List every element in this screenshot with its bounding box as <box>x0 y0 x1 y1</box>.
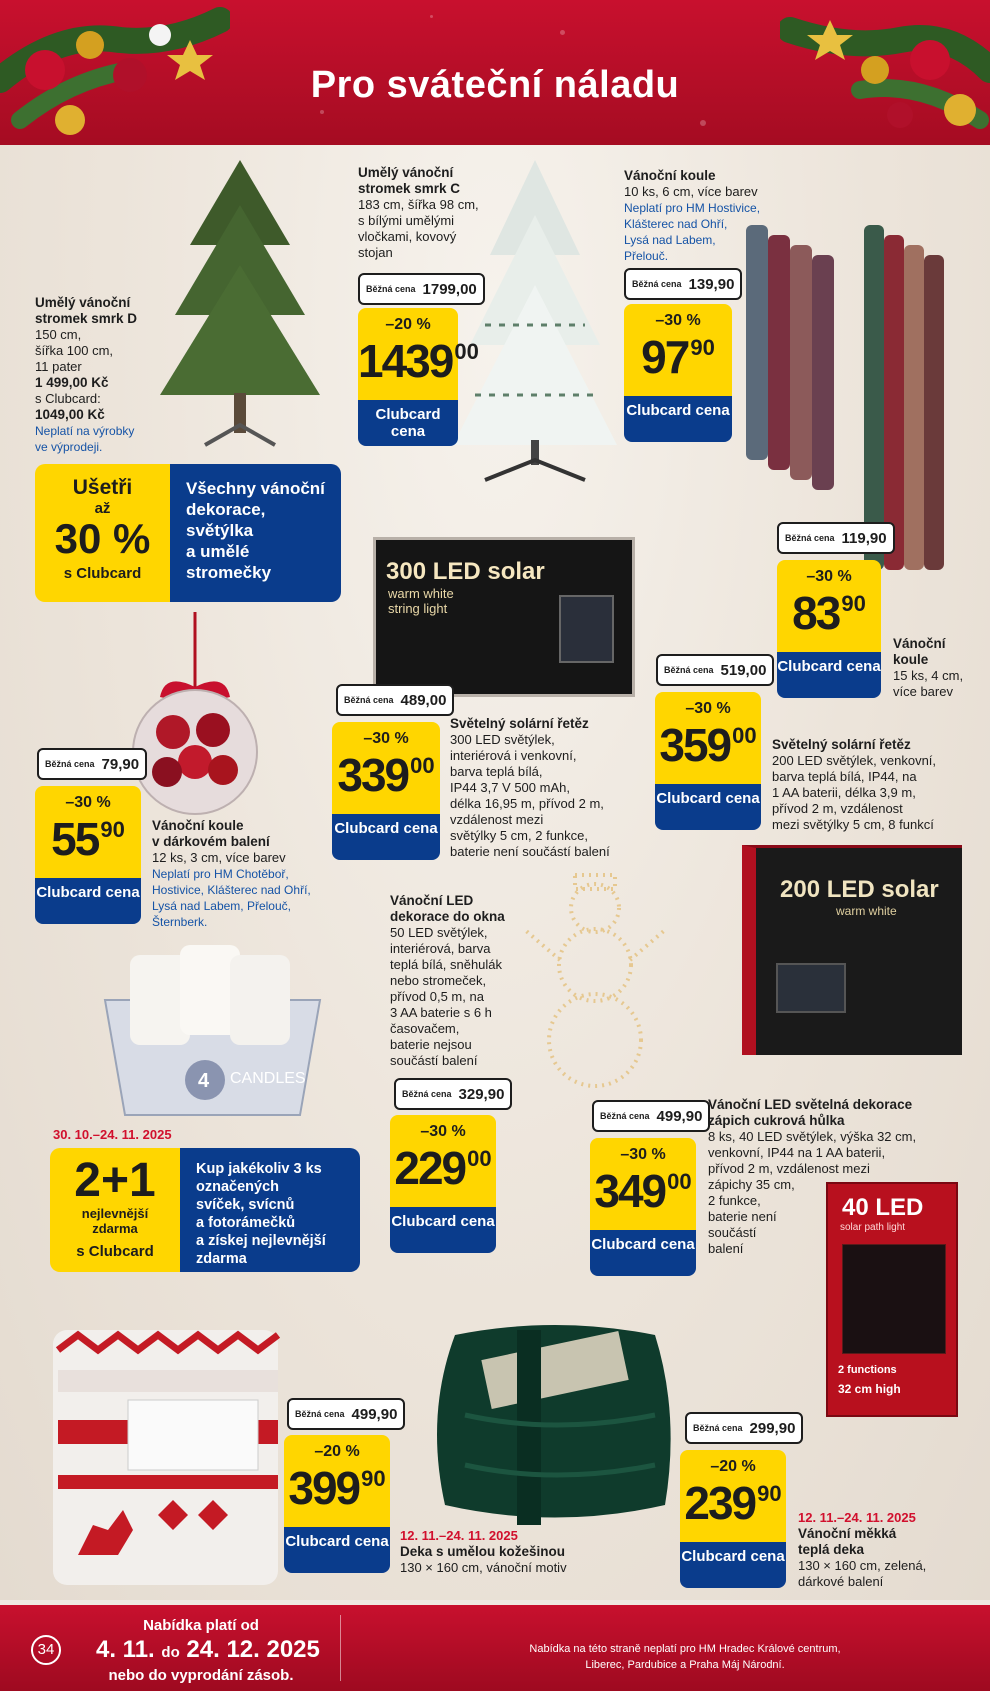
promo-line-3: svíček, svícnů <box>196 1197 295 1213</box>
gift-balls-price-dec: 90 <box>100 817 125 842</box>
gift-balls-price-int: 55 <box>51 813 99 865</box>
candy-cane-price-dec: 00 <box>667 1169 692 1194</box>
solar-300-description <box>450 716 660 860</box>
balls-15-price-dec: 90 <box>841 591 866 616</box>
footer-to: 24. 12. 2025 <box>186 1636 320 1663</box>
tree-c-detail-1: s bílými umělými <box>358 213 455 228</box>
tree-c-clubcard: Clubcard cena <box>358 400 458 446</box>
fur-blanket-description <box>400 1528 630 1576</box>
tree-c-image <box>445 155 625 485</box>
candy-cane-regular-value: 499,90 <box>656 1107 703 1125</box>
fur-blanket-detail: 130 × 160 cm, vánoční motiv <box>400 1560 567 1575</box>
candy-cane-price-int: 349 <box>594 1165 666 1217</box>
solar-200-name: Světelný solární řetěz <box>772 737 911 752</box>
tree-c-name-2: stromek smrk C <box>358 181 461 196</box>
fur-blanket-image <box>425 1315 683 1535</box>
tree-c-detail-2: vločkami, kovový <box>358 229 457 244</box>
candy-cane-regular-price <box>592 1100 710 1132</box>
soft-blanket-detail-1: 130 × 160 cm, zelená, <box>798 1558 927 1573</box>
gift-balls-note-3: Lysá nad Labem, Přelouč, <box>152 899 291 913</box>
balls-15-name-1: Vánoční <box>893 636 946 651</box>
balls-10-regular-label: Běžná cena <box>632 279 682 289</box>
window-led-regular-label: Běžná cena <box>402 1089 452 1099</box>
solar-200-price-dec: 00 <box>732 723 757 748</box>
tree-c-price-int: 1439 <box>358 335 453 387</box>
solar-200-price-int: 359 <box>659 719 731 771</box>
snowman-image <box>515 870 690 1090</box>
balls-10-image <box>742 225 838 490</box>
candy-cane-box-sub: solar path light <box>840 1222 906 1233</box>
solar-300-detail-6: vzdálenost mezi <box>450 812 544 827</box>
savings-banner <box>35 464 341 602</box>
solar-300-detail-3: barva teplá bílá, <box>450 764 543 779</box>
solar-300-panel-icon <box>559 595 614 663</box>
solar-200-box-sub: warm white <box>836 904 897 918</box>
gift-balls-note-4: Šternberk. <box>152 915 208 929</box>
gift-balls-regular-label: Běžná cena <box>45 759 95 769</box>
soft-blanket-price-dec: 90 <box>757 1481 782 1506</box>
tree-c-regular-value: 1799,00 <box>422 280 477 298</box>
soft-blanket-regular-price <box>685 1412 803 1444</box>
window-led-detail-1: 50 LED světýlek, <box>390 925 488 940</box>
candy-cane-detail-3: přívod 2 m, vzdálenost mezi <box>708 1161 870 1176</box>
balls-10-regular-price <box>624 268 742 300</box>
solar-300-detail-8: baterie není součástí balení <box>450 844 610 859</box>
solar-200-regular-label: Běžná cena <box>664 665 714 675</box>
footer-valid-dates <box>96 1636 320 1664</box>
promo-line-6: zdarma <box>196 1251 247 1267</box>
candy-cane-box-height: 32 cm high <box>838 1382 901 1396</box>
solar-300-regular-label: Běžná cena <box>344 695 394 705</box>
footer-note-2: Liberec, Pardubice a Praha Máj Národní. <box>585 1659 785 1671</box>
gift-balls-note-2: Hostivice, Klášterec nad Ohří, <box>152 883 311 897</box>
gift-balls-price-box <box>35 786 141 878</box>
solar-200-detail-2: barva teplá bílá, IP44, na <box>772 769 917 784</box>
tree-d-width: šířka 100 cm, <box>35 343 114 358</box>
solar-200-regular-price <box>656 654 774 686</box>
footer-note <box>470 1641 900 1673</box>
solar-300-name: Světelný solární řetěz <box>450 716 589 731</box>
window-led-detail-9: součástí balení <box>390 1053 478 1068</box>
solar-300-detail-2: interiérová i venkovní, <box>450 748 577 763</box>
fur-blanket-name: Deka s umělou kožešinou <box>400 1544 566 1559</box>
window-led-detail-2: interiérová, barva <box>390 941 491 956</box>
candy-cane-name-2: zápich cukrová hůlka <box>708 1113 845 1128</box>
balls-10-note-1: Neplatí pro HM Hostivice, <box>624 201 761 215</box>
tree-c-regular-label: Běžná cena <box>366 284 416 294</box>
gift-balls-discount: –30 % <box>65 794 111 811</box>
savings-text <box>170 464 341 602</box>
balls-10-price-int: 97 <box>641 331 689 383</box>
norwegian-blanket-image <box>48 1325 286 1590</box>
footer-divider <box>340 1615 341 1681</box>
candy-cane-price-box <box>590 1138 696 1230</box>
solar-300-image <box>373 537 635 697</box>
balls-15-name-2: koule <box>893 652 929 667</box>
footer-from: 4. 11. <box>96 1636 155 1663</box>
candles-image <box>100 935 325 1125</box>
window-led-detail-3: teplá bílá, sněhulák <box>390 957 503 972</box>
soft-blanket-price-int: 239 <box>684 1477 756 1529</box>
balls-15-regular-label: Běžná cena <box>785 533 835 543</box>
solar-200-detail-3: 1 AA baterii, délka 3,9 m, <box>772 785 916 800</box>
solar-200-detail-1: 200 LED světýlek, venkovní, <box>772 753 937 768</box>
solar-300-clubcard: Clubcard cena <box>332 814 440 860</box>
soft-blanket-price-box <box>680 1450 786 1542</box>
tree-d-price: 1 499,00 Kč <box>35 375 109 390</box>
candy-cane-detail-7: součástí <box>708 1225 757 1240</box>
window-led-discount: –30 % <box>420 1123 466 1140</box>
candy-cane-regular-label: Běžná cena <box>600 1111 650 1121</box>
solar-300-box-sub-1: warm white <box>388 586 454 601</box>
balls-10-discount: –30 % <box>655 312 701 329</box>
tree-d-note-1: Neplatí na výrobky <box>35 424 135 438</box>
norwegian-blanket-price-dec: 90 <box>361 1466 386 1491</box>
promo-line-2: označených <box>196 1179 279 1195</box>
norwegian-blanket-price-box <box>284 1435 390 1527</box>
solar-200-panel-icon <box>776 963 846 1013</box>
window-led-price-int: 229 <box>394 1142 466 1194</box>
candy-cane-discount: –30 % <box>620 1146 666 1163</box>
gift-balls-detail: 12 ks, 3 cm, více barev <box>152 850 286 865</box>
soft-blanket-discount: –20 % <box>710 1458 756 1475</box>
window-led-name-2: dekorace do okna <box>390 909 505 924</box>
balls-10-detail: 10 ks, 6 cm, více barev <box>624 184 758 199</box>
promo-club: s Clubcard <box>76 1243 154 1260</box>
balls-15-discount: –30 % <box>806 568 852 585</box>
candy-cane-clubcard: Clubcard cena <box>590 1230 696 1276</box>
tree-c-regular-price <box>358 273 485 305</box>
promo-yellow <box>50 1148 180 1272</box>
solar-300-discount: –30 % <box>363 730 409 747</box>
candy-cane-image <box>826 1182 958 1417</box>
window-led-regular-price <box>394 1078 512 1110</box>
window-led-clubcard: Clubcard cena <box>390 1207 496 1253</box>
balls-10-note-2: Klášterec nad Ohří, <box>624 217 728 231</box>
balls-15-regular-value: 119,90 <box>841 529 887 547</box>
soft-blanket-detail-2: dárkové balení <box>798 1574 884 1589</box>
candles-box-text: CANDLES <box>230 1070 306 1087</box>
solar-300-detail-1: 300 LED světýlek, <box>450 732 555 747</box>
window-led-detail-8: baterie nejsou <box>390 1037 472 1052</box>
promo-line-4: a fotorámečků <box>196 1215 296 1231</box>
soft-blanket-name-2: teplá deka <box>798 1542 865 1557</box>
solar-200-price-box <box>655 692 761 784</box>
tree-d-name-2: stromek smrk D <box>35 311 138 326</box>
promo-banner <box>50 1148 360 1272</box>
norwegian-blanket-clubcard: Clubcard cena <box>284 1527 390 1573</box>
candy-cane-box-title: 40 LED <box>842 1194 924 1221</box>
norwegian-blanket-regular-label: Běžná cena <box>295 1409 345 1419</box>
solar-300-price-box <box>332 722 440 814</box>
balls-15-clubcard: Clubcard cena <box>777 652 881 698</box>
balls-10-regular-value: 139,90 <box>688 275 735 293</box>
candy-cane-detail-8: balení <box>708 1241 744 1256</box>
tree-c-detail-3: stojan <box>358 245 393 260</box>
solar-300-detail-5: délka 16,95 m, přívod 2 m, <box>450 796 604 811</box>
svg-text:4: 4 <box>198 1070 210 1092</box>
footer-until: nebo do vyprodání zásob. <box>108 1667 294 1684</box>
page-title: Pro sváteční náladu <box>310 64 680 106</box>
gift-balls-image <box>125 612 265 832</box>
promo-big: 2+1 <box>74 1154 156 1207</box>
savings-top: Ušetři <box>72 476 133 499</box>
balls-15-price-int: 83 <box>792 587 840 639</box>
tree-d-note-2: ve výprodeji. <box>35 440 103 454</box>
norwegian-blanket-price-int: 399 <box>288 1462 360 1514</box>
savings-line-4: a umělé <box>186 542 250 561</box>
balls-15-description <box>893 636 985 700</box>
promo-line-5: a získej nejlevnější <box>196 1233 326 1249</box>
solar-300-box-title: 300 LED solar <box>386 558 545 585</box>
solar-200-detail-4: přívod 2 m, vzdálenost <box>772 801 903 816</box>
tree-d-description <box>35 295 165 455</box>
solar-300-detail-4: IP44 3,7 V 500 mAh, <box>450 780 570 795</box>
candy-cane-box-func: 2 functions <box>838 1364 897 1376</box>
candy-cane-detail-2: venkovní, IP44 na 1 AA baterii, <box>708 1145 886 1160</box>
gift-balls-note-1: Neplatí pro HM Chotěboř, <box>152 867 289 881</box>
solar-200-discount: –30 % <box>685 700 731 717</box>
solar-300-box-sub-2: string light <box>388 601 448 616</box>
solar-300-detail-7: světýlky 5 cm, 2 funkce, <box>450 828 588 843</box>
balls-10-note-3: Lysá nad Labem, <box>624 233 716 247</box>
tree-c-name-1: Umělý vánoční <box>358 165 454 180</box>
norwegian-blanket-discount: –20 % <box>314 1443 360 1460</box>
footer <box>0 1605 990 1691</box>
window-led-regular-value: 329,90 <box>458 1085 505 1103</box>
window-led-detail-4: nebo stromeček, <box>390 973 487 988</box>
gift-balls-description <box>152 818 332 930</box>
candy-cane-detail-6: baterie není <box>708 1209 777 1224</box>
norwegian-blanket-regular-value: 499,90 <box>351 1405 398 1423</box>
savings-line-1: Všechny vánoční <box>186 479 325 498</box>
soft-blanket-description <box>798 1510 988 1590</box>
balls-10-name: Vánoční koule <box>624 168 716 183</box>
window-led-detail-5: přívod 0,5 m, na <box>390 989 484 1004</box>
window-led-description <box>390 893 520 1069</box>
window-led-detail-7: časovačem, <box>390 1021 460 1036</box>
tree-d-image <box>150 155 330 455</box>
gift-balls-name-2: v dárkovém balení <box>152 834 270 849</box>
window-led-detail-6: 3 AA baterie s 6 h <box>390 1005 492 1020</box>
candy-cane-name-1: Vánoční LED světelná dekorace <box>708 1097 913 1112</box>
balls-15-regular-price <box>777 522 895 554</box>
gift-balls-clubcard: Clubcard cena <box>35 878 141 924</box>
norwegian-blanket-regular-price <box>287 1398 405 1430</box>
tree-d-club-label: s Clubcard: <box>35 391 101 406</box>
candy-cane-window <box>842 1244 946 1354</box>
balls-15-detail-2: více barev <box>893 684 953 699</box>
solar-200-box-title: 200 LED solar <box>780 876 939 903</box>
promo-line-1: Kup jakékoliv 3 ks <box>196 1161 322 1177</box>
window-led-price-dec: 00 <box>467 1146 492 1171</box>
balls-10-price-dec: 90 <box>690 335 715 360</box>
solar-200-image <box>742 845 962 1055</box>
promo-text <box>180 1148 360 1272</box>
promo-date: 30. 10.–24. 11. 2025 <box>53 1127 172 1142</box>
solar-200-description <box>772 737 987 833</box>
header-banner <box>0 0 990 145</box>
balls-15-price-box <box>777 560 881 652</box>
candy-cane-detail-1: 8 ks, 40 LED světýlek, výška 32 cm, <box>708 1129 917 1144</box>
solar-300-price-dec: 00 <box>410 753 435 778</box>
solar-300-price-int: 339 <box>337 749 409 801</box>
savings-bottom: s Clubcard <box>63 565 142 582</box>
balls-10-clubcard: Clubcard cena <box>624 396 732 442</box>
footer-do: do <box>161 1644 180 1661</box>
promo-sub-2: zdarma <box>92 1221 138 1236</box>
savings-line-3: světýlka <box>186 521 254 540</box>
soft-blanket-clubcard: Clubcard cena <box>680 1542 786 1588</box>
page-number: 34 <box>31 1635 61 1665</box>
solar-300-regular-price <box>336 684 454 716</box>
tree-d-club-price: 1049,00 Kč <box>35 407 105 422</box>
savings-yellow <box>35 464 170 602</box>
candy-cane-detail-5: 2 funkce, <box>708 1193 761 1208</box>
soft-blanket-name-1: Vánoční měkká <box>798 1526 897 1541</box>
soft-blanket-regular-value: 299,90 <box>749 1419 796 1437</box>
balls-10-note-4: Přelouč. <box>624 249 669 263</box>
window-led-price-box <box>390 1115 496 1207</box>
savings-pct: 30 % <box>54 515 151 562</box>
promo-sub-1: nejlevnější <box>81 1206 149 1221</box>
solar-200-clubcard: Clubcard cena <box>655 784 761 830</box>
soft-blanket-date: 12. 11.–24. 11. 2025 <box>798 1510 916 1525</box>
balls-15-detail-1: 15 ks, 4 cm, <box>893 668 964 683</box>
window-led-name-1: Vánoční LED <box>390 893 474 908</box>
gift-balls-name-1: Vánoční koule <box>152 818 244 833</box>
gift-balls-regular-value: 79,90 <box>101 755 140 773</box>
savings-mid: až <box>94 500 111 517</box>
tree-c-price-box <box>358 308 479 400</box>
tree-d-size: 150 cm, <box>35 327 82 342</box>
solar-200-detail-5: mezi světýlky 5 cm, 8 funkcí <box>772 817 934 832</box>
savings-line-2: dekorace, <box>186 500 266 519</box>
balls-10-price-box <box>624 304 732 396</box>
soft-blanket-regular-label: Běžná cena <box>693 1423 743 1433</box>
footer-valid-label: Nabídka platí od <box>143 1617 259 1634</box>
tree-c-discount: –20 % <box>385 316 431 333</box>
candy-cane-detail-4: zápichy 35 cm, <box>708 1177 795 1192</box>
tree-c-size: 183 cm, šířka 98 cm, <box>358 197 479 212</box>
tree-d-name-1: Umělý vánoční <box>35 295 131 310</box>
gift-balls-regular-price <box>37 748 147 780</box>
tree-d-layers: 11 pater <box>35 359 82 374</box>
tree-c-price-dec: 00 <box>454 339 479 364</box>
solar-200-regular-value: 519,00 <box>720 661 767 679</box>
solar-300-regular-value: 489,00 <box>400 691 447 709</box>
fur-blanket-date: 12. 11.–24. 11. 2025 <box>400 1528 518 1543</box>
savings-line-5: stromečky <box>186 563 272 582</box>
footer-note-1: Nabídka na této straně neplatí pro HM Hradec Králové centrum, <box>529 1643 841 1655</box>
